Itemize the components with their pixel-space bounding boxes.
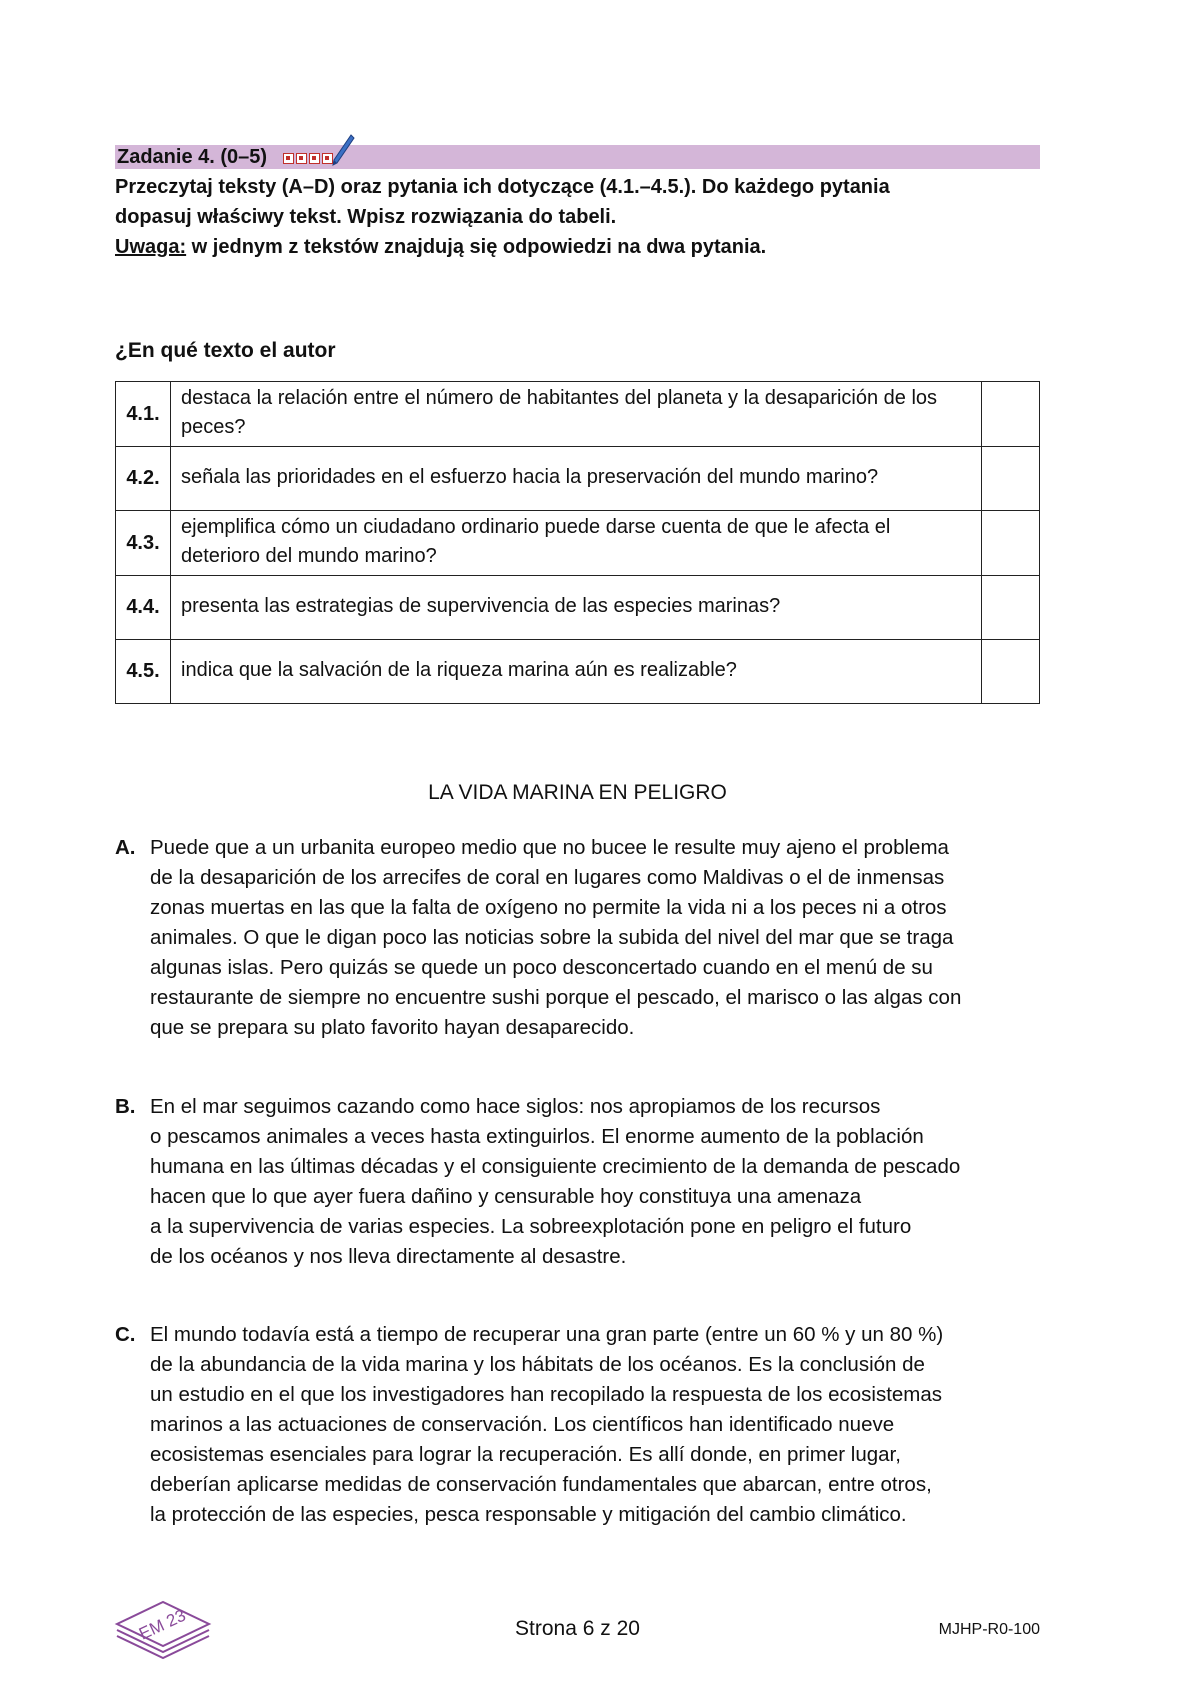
instruction-note <box>115 232 766 262</box>
score-box <box>322 153 333 164</box>
paragraph-text: En el mar seguimos cazando como hace siglos: nos apropiamos de los recursos o pescamos animales a veces hasta extinguirlos. El enorme aumento de la población humana en las últimas décadas y el consiguiente crecimiento de la demanda de pescado hacen que lo que ayer fuera dañino y censurable hoy constituya una amenaza a la supervivencia de varias especies. La sobreexplotación pone en peligro el futuro de los océanos y nos lleva directamente al desastre. <box>150 1095 961 1268</box>
paragraph-letter: A. <box>115 836 136 859</box>
question-number: 4.1. <box>116 382 171 447</box>
answer-cell[interactable] <box>982 576 1040 640</box>
paragraph-letter: C. <box>115 1323 136 1346</box>
question-number: 4.3. <box>116 511 171 576</box>
score-box <box>296 153 307 164</box>
question-text: indica que la salvación de la riqueza marina aún es realizable? <box>171 640 982 704</box>
note-label: Uwaga: <box>115 236 187 258</box>
instruction-line-1: Przeczytaj teksty (A–D) oraz pytania ich dotyczące (4.1.–4.5.). Do każdego pytania <box>115 176 890 198</box>
task-title: Zadanie 4. (0–5) <box>117 145 268 168</box>
paragraph-b <box>115 1092 1055 1272</box>
article-title: LA VIDA MARINA EN PELIGRO <box>428 781 727 804</box>
question-header: ¿En qué texto el autor <box>115 339 336 362</box>
score-boxes <box>283 153 333 164</box>
task-header-bar <box>115 145 1040 169</box>
answer-cell[interactable] <box>982 640 1040 704</box>
question-number: 4.5. <box>116 640 171 704</box>
question-text: destaca la relación entre el número de habitantes del planeta y la desaparición de los peces? <box>171 382 982 447</box>
table-row <box>116 382 1040 447</box>
table-row <box>116 640 1040 704</box>
paragraph-text: Puede que a un urbanita europeo medio que no bucee le resulte muy ajeno el problema de la desaparición de los arrecifes de coral en lugares como Maldivas o el de inmensas zonas muertas en las que la falta de oxígeno no permite la vida ni a los peces ni a otros animales. O que le digan poco las noticias sobre la subida del nivel del mar que se traga algunas islas. Pero quizás se quede un poco desconcertado cuando en el menú de su restaurante de siempre no encuentre sushi porque el pescado, el marisco o las algas con que se prepara su plato favorito hayan desaparecido. <box>150 836 962 1039</box>
answer-cell[interactable] <box>982 382 1040 447</box>
question-text: señala las prioridades en el esfuerzo hacia la preservación del mundo marino? <box>171 447 982 511</box>
table-row <box>116 511 1040 576</box>
page-number: Strona 6 z 20 <box>515 1617 640 1640</box>
document-code: MJHP-R0-100 <box>938 1621 1040 1638</box>
question-text: presenta las estrategias de supervivencia de las especies marinas? <box>171 576 982 640</box>
paragraph-c <box>115 1320 1055 1530</box>
paragraph-letter: B. <box>115 1095 136 1118</box>
logo-text: EM 23 <box>136 1605 189 1644</box>
answer-cell[interactable] <box>982 511 1040 576</box>
question-number: 4.4. <box>116 576 171 640</box>
question-text: ejemplifica cómo un ciudadano ordinario puede darse cuenta de que le afecta el deterioro del mundo marino? <box>171 511 982 576</box>
table-row <box>116 576 1040 640</box>
answer-cell[interactable] <box>982 447 1040 511</box>
paragraph-text: El mundo todavía está a tiempo de recuperar una gran parte (entre un 60 % y un 80 %) de la abundancia de la vida marina y los hábitats de los océanos. Es la conclusión de un estudio en el que los investigadores han recopilado la respuesta de los ecosistemas marinos a las actuaciones de conservación. Los científicos han identificado nueve ecosistemas esenciales para lograr la recuperación. Es allí donde, en primer lugar, deberían aplicarse medidas de conservación fundamentales que abarcan, entre otros, la protección de las especies, pesca responsable y mitigación del cambio climático. <box>150 1323 944 1526</box>
score-box <box>283 153 294 164</box>
table-row <box>116 447 1040 511</box>
score-box <box>309 153 320 164</box>
paragraph-a <box>115 833 1055 1043</box>
note-text: w jednym z tekstów znajdują się odpowiedzi na dwa pytania. <box>186 236 767 258</box>
questions-table <box>115 381 1040 704</box>
question-number: 4.2. <box>116 447 171 511</box>
instruction-line-2: dopasuj właściwy tekst. Wpisz rozwiązania do tabeli. <box>115 206 617 228</box>
